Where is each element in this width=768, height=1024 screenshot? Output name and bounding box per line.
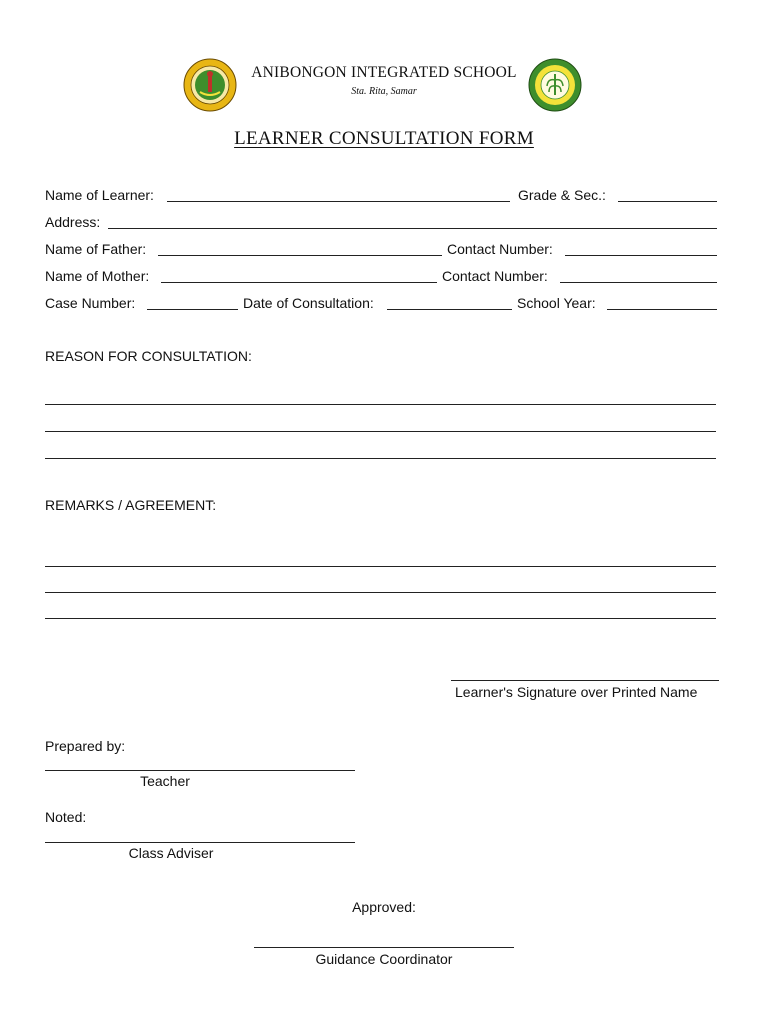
name-of-mother-label: Name of Mother: (45, 268, 150, 284)
name-of-learner-field[interactable] (167, 201, 510, 202)
grade-sec-field[interactable] (618, 201, 717, 202)
reason-line[interactable] (45, 458, 716, 459)
teacher-signature-line[interactable] (45, 770, 355, 771)
date-of-consultation-field[interactable] (387, 309, 512, 310)
remarks-heading: REMARKS / AGREEMENT: (45, 497, 217, 513)
guidance-coordinator-label: Guidance Coordinator (315, 951, 453, 967)
contact-number-mother-field[interactable] (560, 282, 717, 283)
case-number-field[interactable] (147, 309, 238, 310)
reason-heading: REASON FOR CONSULTATION: (45, 348, 252, 364)
remarks-line[interactable] (45, 618, 716, 619)
address-field[interactable] (108, 228, 717, 229)
name-of-mother-field[interactable] (161, 282, 437, 283)
date-of-consultation-label: Date of Consultation: (243, 295, 374, 311)
name-of-father-label: Name of Father: (45, 241, 147, 257)
learner-signature-line[interactable] (451, 680, 719, 681)
case-number-label: Case Number: (45, 295, 136, 311)
address-label: Address: (45, 214, 101, 230)
contact-number-mother-label: Contact Number: (442, 268, 548, 284)
name-of-father-field[interactable] (158, 255, 442, 256)
grade-sec-label: Grade & Sec.: (518, 187, 606, 203)
school-location: Sta. Rita, Samar (351, 86, 417, 97)
school-year-label: School Year: (517, 295, 596, 311)
district-seal-logo (183, 58, 237, 112)
name-of-learner-label: Name of Learner: (45, 187, 154, 203)
remarks-line[interactable] (45, 592, 716, 593)
guidance-coordinator-signature-line[interactable] (254, 947, 514, 948)
contact-number-father-field[interactable] (565, 255, 717, 256)
school-name: ANIBONGON INTEGRATED SCHOOL (251, 64, 517, 81)
remarks-line[interactable] (45, 566, 716, 567)
reason-line[interactable] (45, 431, 716, 432)
noted-label: Noted: (45, 809, 87, 825)
class-adviser-label: Class Adviser (128, 845, 214, 861)
approved-label: Approved: (352, 899, 416, 915)
school-year-field[interactable] (607, 309, 717, 310)
teacher-label: Teacher (140, 773, 190, 789)
class-adviser-signature-line[interactable] (45, 842, 355, 843)
reason-line[interactable] (45, 404, 716, 405)
school-seal-logo (528, 58, 582, 112)
learner-signature-label: Learner's Signature over Printed Name (455, 684, 698, 700)
prepared-by-label: Prepared by: (45, 738, 126, 754)
form-title: LEARNER CONSULTATION FORM (234, 128, 534, 149)
contact-number-father-label: Contact Number: (447, 241, 553, 257)
